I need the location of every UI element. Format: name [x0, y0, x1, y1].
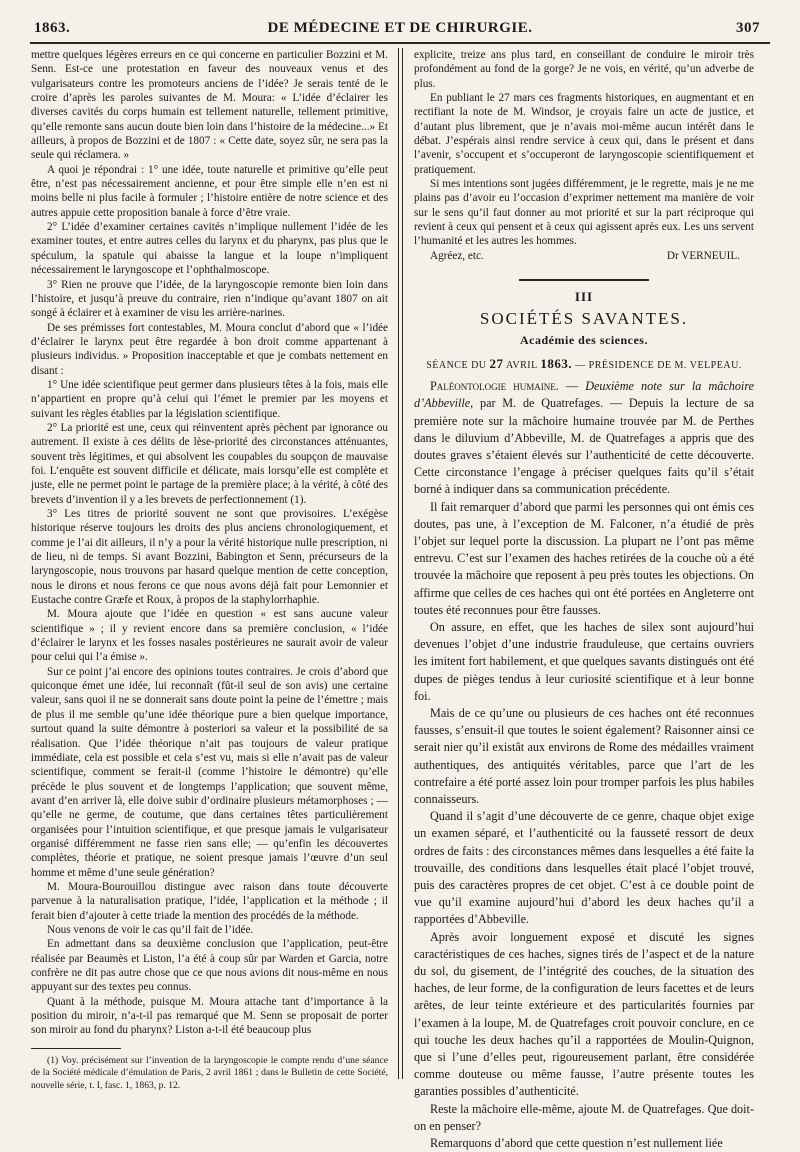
paragraph: Mais de ce qu’une ou plusieurs de ces haches ont été reconnues fausses, s’ensuit-il que toutes le soient également? Raisonner ainsi ce serait nier qu’il existât aux environs de Rome des médailles vraiment authentiques, des antiquités véritables, parce que l’art de les contrefaire a été porté assez loin pour tromper parfois les plus habiles connaisseurs. [414, 706, 754, 807]
paragraph: 1° Une idée scientifique peut germer dans plusieurs têtes à la fois, mais elle n’appartient en propre qu’à celui qui l’émet le premier par les moyens et suivant les règles établies par la législation scientifique. [31, 378, 388, 420]
lead-author: par M. de Quatrefages. [479, 396, 604, 411]
paragraph: Si mes intentions sont jugées différemment, je le regrette, mais je ne me plains pas d’avoir eu l’occasion d’exprimer nettement ma manière de voir sur le sens qu’il faut donner au mot priorité et sur la part réciproque qui revient à ceux qui pensent et à ceux qui agissent après eux. Les uns servent l’humanité et les autres les hommes. [414, 178, 754, 248]
lead-title: Deuxième note sur la mâchoire d’Abbeville, [414, 379, 755, 411]
paragraph: Sur ce point j’ai encore des opinions toutes contraires. Je crois d’abord que quiconque émet une idée, lui reconnaît (fût-il seul de son avis) une certaine valeur, sans quoi il ne se donnerait sans doute point la peine de l’émettre ; mais de plus il me semble qu’une idée théorique pure a bien quelque importance, surtout quand la suite démontre à posteriori sa valeur et la possibilité de sa réalisation. Que l’idée théorique n’ait pas toujours de valeur pratique immédiate, cela est possible et cela s’est vu, mais si elle n’avait pas de valeur scientifique, comment se ferait-il (comme l’histoire le démontre) qu’elle précède le plus souvent et de longtemps l’application; que souvent même, avant d’en arriver là, elle doive subir d’ordinaire plusieurs métamorphoses ; — qu’elle ne germe, de coutume, que dans certaines têtes particulièrement organisées pour l’intuition scientifique, et que presque jamais le vulgarisateur organisé différemment ne fasse rien sans elle; — qu’enfin les découvertes complètes, théorie et pratique, ne soient presque jamais l’œuvre d’un seul homme et même d’une seule génération? [31, 665, 388, 879]
paragraph: 3° Rien ne prouve que l’idée, de la laryngoscopie remonte bien loin dans l’histoire, et jusqu’à preuve du contraire, rien n’indique qu’avant 1807 on ait songé à éclairer et à examiner de visu les arrière-narines. [31, 278, 388, 320]
page-number: 307 [736, 20, 760, 36]
paragraph: Après avoir longuement exposé et discuté les signes caractéristiques de ces haches, signes tirés de l’aspect et de la nature du sol, du gisement, de l’intégrité des couches, de la situation des haches, de leur forme, de la configuration de leurs facettes et de leurs arêtes, de leur teinte extérieure et des particularités fournies par l’examen à la loupe, M. de Quatrefages croit pouvoir conclure, en ce qui touche les deux haches qu’il a rapportées de Moulin-Quignon, que si l’une d’elles peut, rigoureusement parlant, être considérée comme douteuse ou même fausse, l’autre présente toutes les garanties possibles d’authenticité. [414, 929, 754, 1099]
lead-paragraph [414, 378, 754, 498]
lead-label: Paléontologie humaine. — [430, 379, 579, 394]
footnote-separator [31, 1048, 121, 1049]
paragraph: De ses prémisses fort contestables, M. Moura conclut d’abord que « l’idée d’éclairer le larynx peut être regardée à bon droit comme appartenant à plusieurs individus. » Proposition inacceptable et que je combats nettement en disant : [31, 321, 388, 377]
signature: Dr VERNEUIL. [666, 249, 740, 262]
paragraph: M. Moura-Bourouillou distingue avec raison dans toute découverte parvenue à la naturalisation pratique, l’idée, l’application et la méthode ; il ferait bien d’ajouter à cette triade la mention des procédés de la méthode. [31, 880, 388, 922]
paragraph: Reste la mâchoire elle-même, ajoute M. de Quatrefages. Que doit-on en penser? [414, 1101, 754, 1133]
paragraph: Nous venons de voir le cas qu’il fait de l’idée. [47, 923, 254, 936]
page-header [30, 14, 770, 44]
left-column [31, 48, 388, 1091]
seance-prefix: SÉANCE DU [426, 360, 487, 372]
section-subtitle: Académie des sciences. [520, 333, 648, 348]
seance-day: 27 [489, 356, 504, 372]
paragraph: En admettant dans sa deuxième conclusion que l’application, peut-être réalisée par Beaumès et Liston, l’a été à coup sûr par Warden et Garcia, notre confrère ne dit pas autre chose que ce que nous avions dit nous-même en nous appuyant sur des textes peu connus. [31, 938, 388, 994]
column-divider [398, 48, 403, 1079]
seance-month: AVRIL [505, 360, 538, 372]
section-rule [519, 279, 649, 281]
paragraph: explicite, treize ans plus tard, en conseillant de conduire le miroir très profondément au fond de la gorge? Je ne vois, en vérité, qu’un adverbe de plus. [414, 49, 754, 90]
seance-presidence: — PRÉSIDENCE DE M. VELPEAU. [575, 360, 742, 372]
paragraph: Remarquons d’abord que cette question n’est nullement liée [430, 1136, 723, 1151]
paragraph: 3° Les titres de priorité souvent ne sont que provisoires. L’exégèse historique réserve toujours les droits des plus anciens chronologiquement, et comme je l’ai dit ailleurs, il n’y a pour la vérité historique nulle prescription, ni de lieu, ni de temps. Si avant Bozzini, Babington et Senn, précurseurs de la laryngoscopie, nous trouvons par hasard quelque mention de cette conception, nous le dirons et nous ferons ce que nous avons déjà fait pour Lemonnier et Eustache contre Græfe et Roux, à propos de la staphylorrhaphie. [31, 508, 388, 607]
paragraph: A quoi je répondrai : 1° une idée, toute naturelle et primitive qu’elle peut être, n’est pas nécessairement ancienne, et pour être simple elle n’en est ni moins belle ni plus facile à formuler ; l’histoire entière de notre science et des autres appuie cette proposition banale à force d’être vraie. [31, 163, 388, 219]
paragraph: Quant à la méthode, puisque M. Moura attache tant d’importance à la position du miroir, n’a-t-il pas remarqué que M. Senn se proposait de porter son miroir au fond du pharynx? Liston a-t-il été beaucoup plus [31, 995, 388, 1037]
paragraph: On assure, en effet, que les haches de silex sont aujourd’hui devenues l’objet d’une industrie frauduleuse, que certains ouvriers les imitent fort habilement, et que quelques savants distingués ont été dupes de pièges tendus à leur curiosité scientifique et à leur bonne foi. [414, 620, 754, 703]
footnote: (1) Voy. précisément sur l’invention de la laryngoscopie le compte rendu d’une séance de la Société médicale d’émulation de Paris, 2 avril 1861 ; dans le Bulletin de cette Société, nouvelle série, t. I, fasc. 1, 1863, p. 12. [31, 1054, 388, 1091]
paragraph: En publiant le 27 mars ces fragments historiques, en augmentant et en rectifiant la note de M. Windsor, je croyais faire un acte de justice, et d’autant plus librement, que je n’avais moi-même aucun intérêt dans le débat. J’espérais ainsi rendre service à ceux qui, dans le présent et dans l’avenir, s’occupent et s’occuperont de laryngoscopie scientifiquement et pratiquement. [414, 92, 754, 176]
section-number: III [574, 289, 594, 305]
header-title: DE MÉDECINE ET DE CHIRURGIE. [267, 20, 533, 36]
seance-year: 1863. [540, 356, 573, 372]
seance-line [414, 356, 754, 372]
closing: Agréez, etc. [430, 249, 484, 262]
paragraph: Quand il s’agit d’une découverte de ce genre, chaque objet exige un examen séparé, et l’authenticité ou la fausseté ressort de deux ordres de faits : des circonstances mêmes dans lesquelles a été faite la trouvaille, des conditions dans lesquelles était placé l’objet trouvé, puis des caractères propres de cet objet. C’est à ce double point de vue qu’il examine aujourd’hui d’abord les deux haches qu’il a rapportées d’Abbeville. [414, 809, 754, 927]
right-column [414, 48, 755, 1151]
letter-conclusion [414, 48, 754, 263]
paragraph: 2° La priorité est une, ceux qui réinventent après pèchent par ignorance ou autrement. Il existe à ces délits de lèse-priorité des circonstances atténuantes, souvent très légitimes, et qui absolvent les coupables du soupçon de mauvaise foi. L’enquête est souvent difficile et délicate, mais lorsqu’elle est complète et juste, elle ne permet point le partage de la première place; à la vérité, à côté des brevets d’invention il y a les brevets de perfectionnement (1). [31, 421, 388, 506]
signature-line [414, 249, 754, 263]
lead-text: — Depuis la lecture de sa première note sur la mâchoire humaine trouvée par M. de Perthes dans le diluvium d’Abbeville, M. de Quatrefages a appris que des doutes graves s’étaient élevés sur l’authenticité de cette découverte. Cette circonstance l’engage à préciser quelques faits qu’il s’était borné à indiquer dans sa communication précédente. [414, 396, 755, 497]
paragraph: 2° L’idée d’examiner certaines cavités n’implique nullement l’idée de les examiner toutes, et entre autres celles du larynx et du pharynx, pas plus que le spéculum, la spatule qui abaisse la langue et la loupe n’impliquent nécessairement le laryngoscope et l’ophthalmoscope. [31, 221, 388, 277]
paragraph: mettre quelques légères erreurs en ce qui concerne en particulier Bozzini et M. Senn. Est-ce une protestation en faveur des nouveaux venus et des vulgarisateurs contre les promoteurs anciens de l’idée? Je serais tenté de le croire d’après les paroles suivantes de M. Moura: « L’idée d’éclairer les diverses cavités du corps humain est tellement naturelle, tellement primitive, qu’elle remonte sans aucun doute bien loin dans l’histoire de la médecine...» Et ailleurs, à propos de Bozzini et de 1807 : « Cette date, soyez sûr, ne sera pas la seule qui réclamera. » [31, 49, 388, 162]
section-title: SOCIÉTÉS SAVANTES. [479, 309, 689, 329]
academy-report [414, 378, 754, 1152]
paragraph: Il fait remarquer d’abord que parmi les personnes qui ont émis ces doutes, pas une, à l’exception de M. Falconer, n’a étudié de près l’objet sur lequel porte la discussion. La plupart ne l’ont pas même entrevu. C’est sur l’examen des haches retirées de la couche où a été trouvée la mâchoire que reposent à peu près toutes les objections. On affirme que celles de ces haches qui ont été portées en Angleterre ont toutes été reconnues pour être fausses. [414, 499, 754, 617]
header-year: 1863. [34, 20, 71, 36]
paragraph: M. Moura ajoute que l’idée en question « est sans aucune valeur scientifique » ; il y revient encore dans sa première conclusion, « l’idée d’éclairer le larynx et les fosses nasales postérieures ne saurait avoir de valeur pour celui qui l’a émise ». [31, 608, 388, 664]
